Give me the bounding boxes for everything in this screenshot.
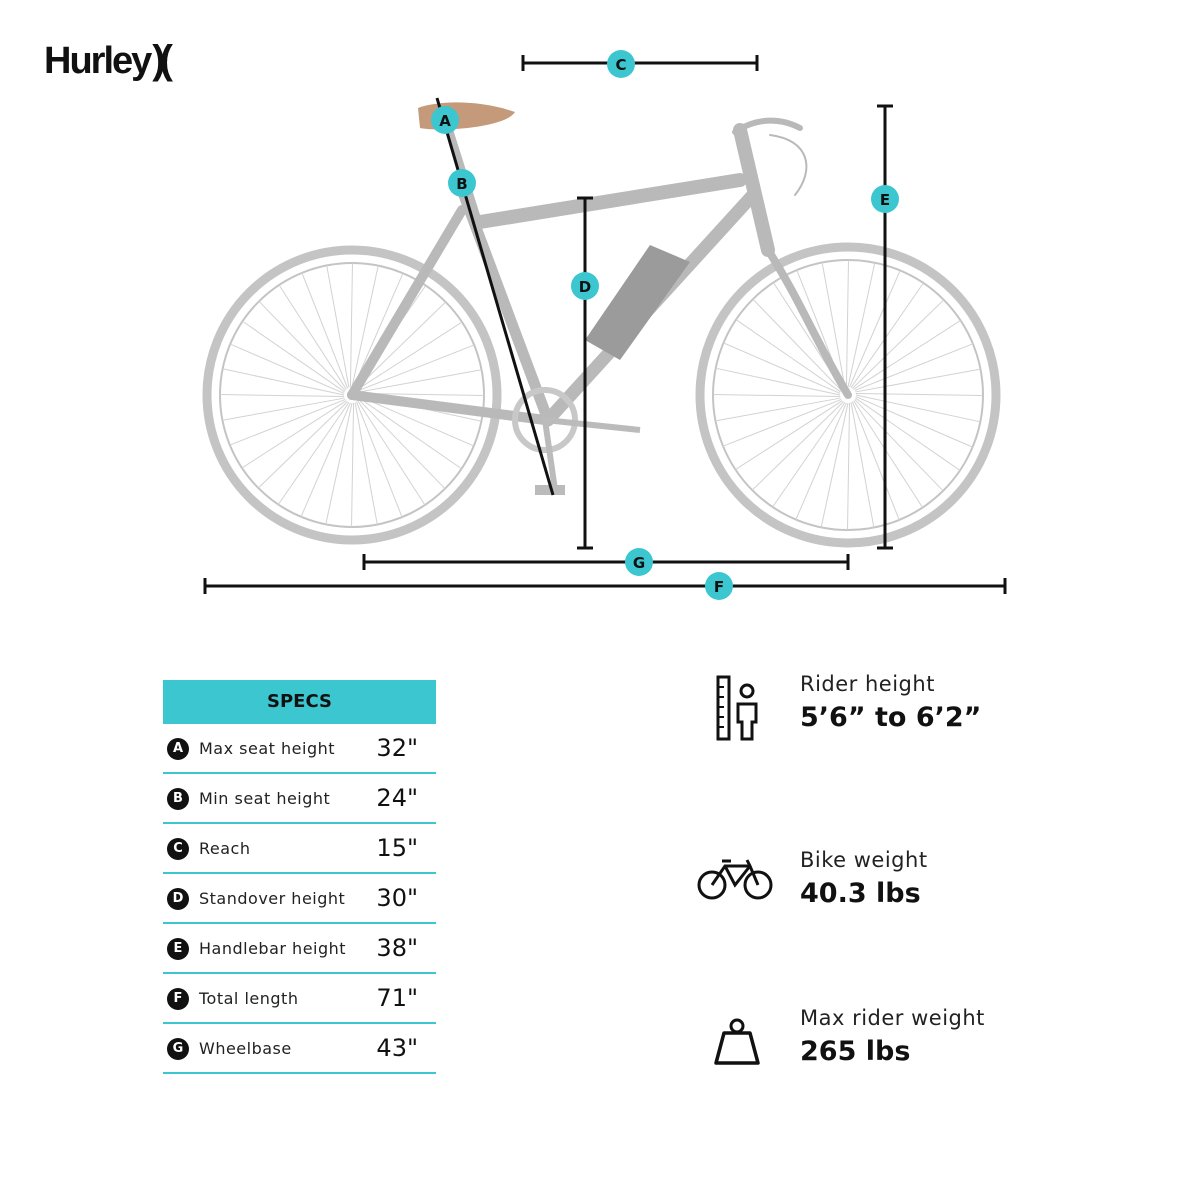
rider-height-stat xyxy=(800,672,981,733)
marker-f xyxy=(705,572,733,600)
table-row xyxy=(163,823,436,873)
rider-height-icon xyxy=(714,674,764,744)
letter-badge: D xyxy=(167,888,189,910)
table-row xyxy=(163,1023,436,1073)
spec-label: Total length xyxy=(199,973,368,1023)
spec-value: 38" xyxy=(368,923,436,973)
spec-label: Max seat height xyxy=(199,723,368,773)
stat-value: 265 lbs xyxy=(800,1036,911,1067)
marker-b xyxy=(448,169,476,197)
letter-badge: A xyxy=(167,738,189,760)
bike-icon xyxy=(695,852,775,902)
svg-text:A: A xyxy=(439,112,451,130)
marker-e xyxy=(871,185,899,213)
letter-badge: B xyxy=(167,788,189,810)
spec-value: 24" xyxy=(368,773,436,823)
stat-label: Max rider weight xyxy=(800,1006,985,1030)
marker-c xyxy=(607,50,635,78)
spec-label: Wheelbase xyxy=(199,1023,368,1073)
svg-text:F: F xyxy=(713,578,725,596)
svg-text:C: C xyxy=(615,56,627,74)
spec-label: Handlebar height xyxy=(199,923,368,973)
spec-value: 32" xyxy=(368,723,436,773)
stat-value: 40.3 lbs xyxy=(800,878,921,909)
marker-a xyxy=(431,106,459,134)
marker-g xyxy=(625,548,653,576)
stat-value: 5’6” to 6’2” xyxy=(800,702,982,733)
specs-table xyxy=(163,680,436,1074)
table-row xyxy=(163,773,436,823)
battery-pack xyxy=(585,245,690,360)
marker-d xyxy=(571,272,599,300)
spec-label: Standover height xyxy=(199,873,368,923)
spec-label: Reach xyxy=(199,823,368,873)
letter-badge: C xyxy=(167,838,189,860)
svg-text:G: G xyxy=(632,554,646,572)
stat-label: Bike weight xyxy=(800,848,928,872)
table-row xyxy=(163,873,436,923)
svg-text:B: B xyxy=(456,175,468,193)
stat-label: Rider height xyxy=(800,672,935,696)
spec-value: 15" xyxy=(368,823,436,873)
table-row xyxy=(163,923,436,973)
brand-logo: Hurley)( xyxy=(44,38,167,82)
specs-title: SPECS xyxy=(163,680,436,723)
spec-value: 43" xyxy=(368,1023,436,1073)
svg-text:E: E xyxy=(879,191,891,209)
letter-badge: E xyxy=(167,938,189,960)
max-rider-weight-stat xyxy=(800,1006,985,1067)
table-row xyxy=(163,723,436,773)
letter-badge: G xyxy=(167,1038,189,1060)
weight-icon xyxy=(712,1015,762,1067)
svg-text:D: D xyxy=(578,278,592,296)
bike-weight-stat xyxy=(800,848,928,909)
spec-label: Min seat height xyxy=(199,773,368,823)
spec-value: 30" xyxy=(368,873,436,923)
spec-value: 71" xyxy=(368,973,436,1023)
table-row xyxy=(163,973,436,1023)
letter-badge: F xyxy=(167,988,189,1010)
